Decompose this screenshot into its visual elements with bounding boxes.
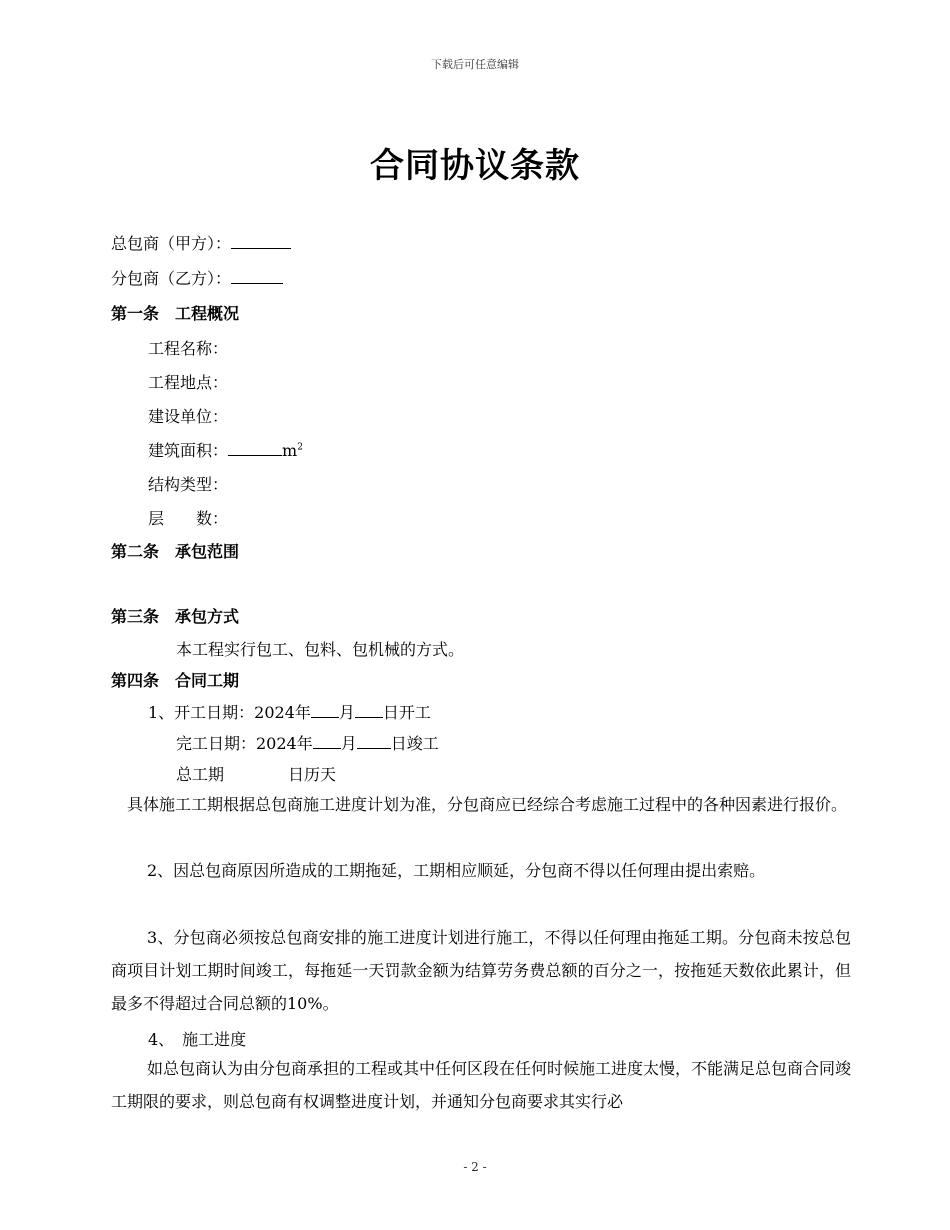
general-contractor-label: 总包商（甲方）： (111, 234, 232, 253)
total-period-line (176, 762, 336, 785)
start-date-prefix: 1、开工日期：2024年 (148, 703, 311, 722)
start-month-blank (311, 703, 339, 718)
structure-type: 结构类型： (148, 475, 229, 494)
article4-heading: 第四条 合同工期 (111, 671, 240, 690)
article4-paragraph-1: 具体施工工期根据总包商施工进度计划为准，分包商应已经综合考虑施工过程中的各种因素进行报价。 (127, 795, 848, 814)
start-date-line (148, 700, 431, 723)
building-area-blank (228, 441, 282, 456)
construction-unit: 建设单位： (148, 407, 229, 426)
article3-heading: 第三条 承包方式 (111, 607, 240, 626)
general-contractor-line (111, 231, 291, 254)
general-contractor-blank (231, 234, 291, 249)
area-unit-sup: 2 (297, 442, 303, 453)
article3-text: 本工程实行包工、包料、包机械的方式。 (176, 640, 465, 659)
subcontractor-line (111, 266, 283, 289)
end-day-blank (357, 734, 391, 749)
end-date-suffix: 日竣工 (390, 734, 439, 753)
project-location: 工程地点： (148, 373, 229, 392)
end-month-blank (313, 734, 341, 749)
article1-heading: 第一条 工程概况 (111, 304, 240, 323)
project-name: 工程名称： (148, 339, 229, 358)
article4-paragraph-4: 如总包商认为由分包商承担的工程或其中任何区段在任何时候施工进度太慢，不能满足总包商合同竣工期限的要求，则总包商有权调整进度计划，并通知分包商要求其实行必 (111, 1059, 852, 1111)
start-date-suffix: 日开工 (382, 703, 431, 722)
subcontractor-blank (231, 269, 283, 284)
end-date-prefix: 完工日期：2024年 (176, 734, 313, 753)
start-day-blank (355, 703, 383, 718)
page-number: - 2 - (463, 1160, 487, 1174)
header-note: 下载后可任意编辑 (431, 58, 519, 71)
building-area-label: 建筑面积： (148, 441, 229, 460)
article2-heading: 第二条 承包范围 (111, 542, 240, 561)
article4-paragraph-2: 2、因总包商原因所造成的工期拖延，工期相应顺延，分包商不得以任何理由提出索赔。 (147, 861, 766, 880)
end-date-line (176, 731, 439, 754)
article4-paragraph-3: 3、分包商必须按总包商安排的施工进度计划进行施工，不得以任何理由拖延工期。分包商未按总包商项目计划工期时间竣工，每拖延一天罚款金额为结算劳务费总额的百分之一，按拖延天数依此累计，但最多不得超过合同总额的10%。 (111, 928, 851, 1013)
calendar-days-label: 日历天 (288, 765, 337, 784)
building-area-line (148, 438, 303, 461)
floor-count: 层 数： (148, 509, 229, 528)
area-unit: m (282, 441, 298, 460)
end-month-label: 月 (340, 734, 357, 753)
page-title: 合同协议条款 (370, 146, 580, 186)
subcontractor-label: 分包商（乙方）： (111, 269, 232, 288)
total-period-label: 总工期 (176, 765, 225, 784)
item4-heading: 4、 施工进度 (148, 1030, 247, 1049)
start-month-label: 月 (338, 703, 355, 722)
